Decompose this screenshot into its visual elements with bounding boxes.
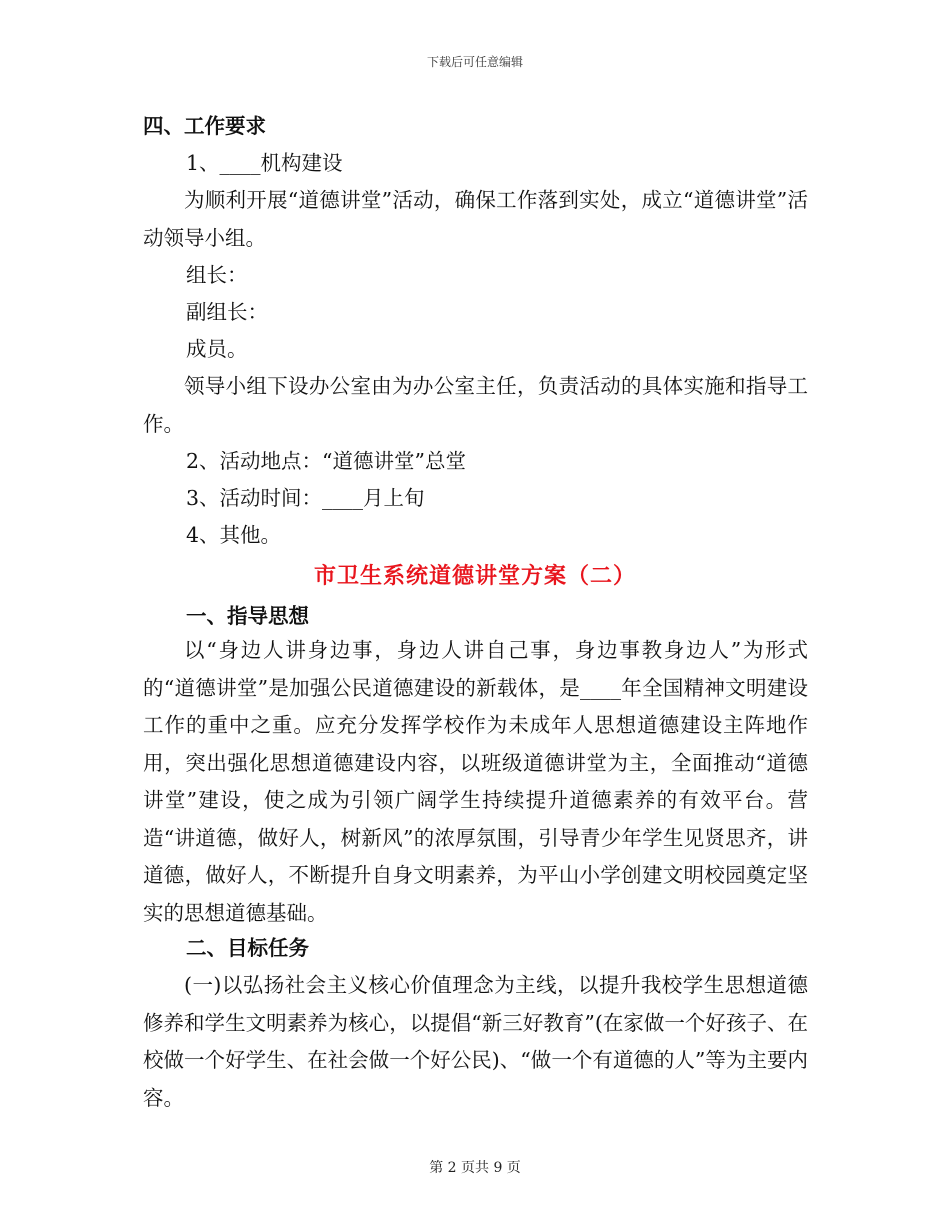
- section2-paragraph: (一)以弘扬社会主义核心价值理念为主线，以提升我校学生思想道德修养和学生文明素养为核心，以提倡“新三好教育”(在家做一个好孩子、在校做一个好学生、在社会做一个好公民)、“做一个有道德的人”等为主要内容。: [143, 973, 808, 1110]
- item1-title: 1、____机构建设: [186, 151, 343, 175]
- office-paragraph: 领导小组下设办公室由为办公室主任，负责活动的具体实施和指导工作。: [143, 374, 808, 436]
- section1-heading: 一、指导思想: [186, 604, 309, 628]
- item1-paragraph: 为顺利开展“道德讲堂”活动，确保工作落到实处，成立“道德讲堂”活动领导小组。: [143, 188, 808, 250]
- item4-other: 4、其他。: [186, 523, 282, 547]
- section4-heading: 四、工作要求: [143, 114, 266, 138]
- vice-leader-label: 副组长：: [186, 300, 268, 324]
- page-footer: 第 2 页共 9 页: [429, 1160, 521, 1176]
- item2-location: 2、活动地点：“道德讲堂”总堂: [186, 449, 467, 473]
- document-title: 市卫生系统道德讲堂方案（二）: [313, 563, 636, 589]
- section1-paragraph: 以“身边人讲身边事，身边人讲自己事，身边事教身边人”为形式的“道德讲堂”是加强公民道德建设的新载体，是____年全国精神文明建设工作的重中之重。应充分发挥学校作为未成年人思想道德建设主阵地作用，突出强化思想道德建设内容，以班级道德讲堂为主，全面推动“道德讲堂”建设，使之成为引领广阔学生持续提升道德素养的有效平台。营造“讲道德，做好人，树新风”的浓厚氛围，引导青少年学生见贤思齐，讲道德，做好人，不断提升自身文明素养，为平山小学创建文明校园奠定坚实的思想道德基础。: [143, 638, 808, 925]
- item3-time: 3、活动时间：____月上旬: [186, 486, 425, 510]
- section2-heading: 二、目标任务: [186, 936, 309, 960]
- leader-label: 组长：: [186, 263, 248, 287]
- members-label: 成员。: [186, 337, 248, 361]
- header-note: 下载后可任意编辑: [426, 55, 523, 69]
